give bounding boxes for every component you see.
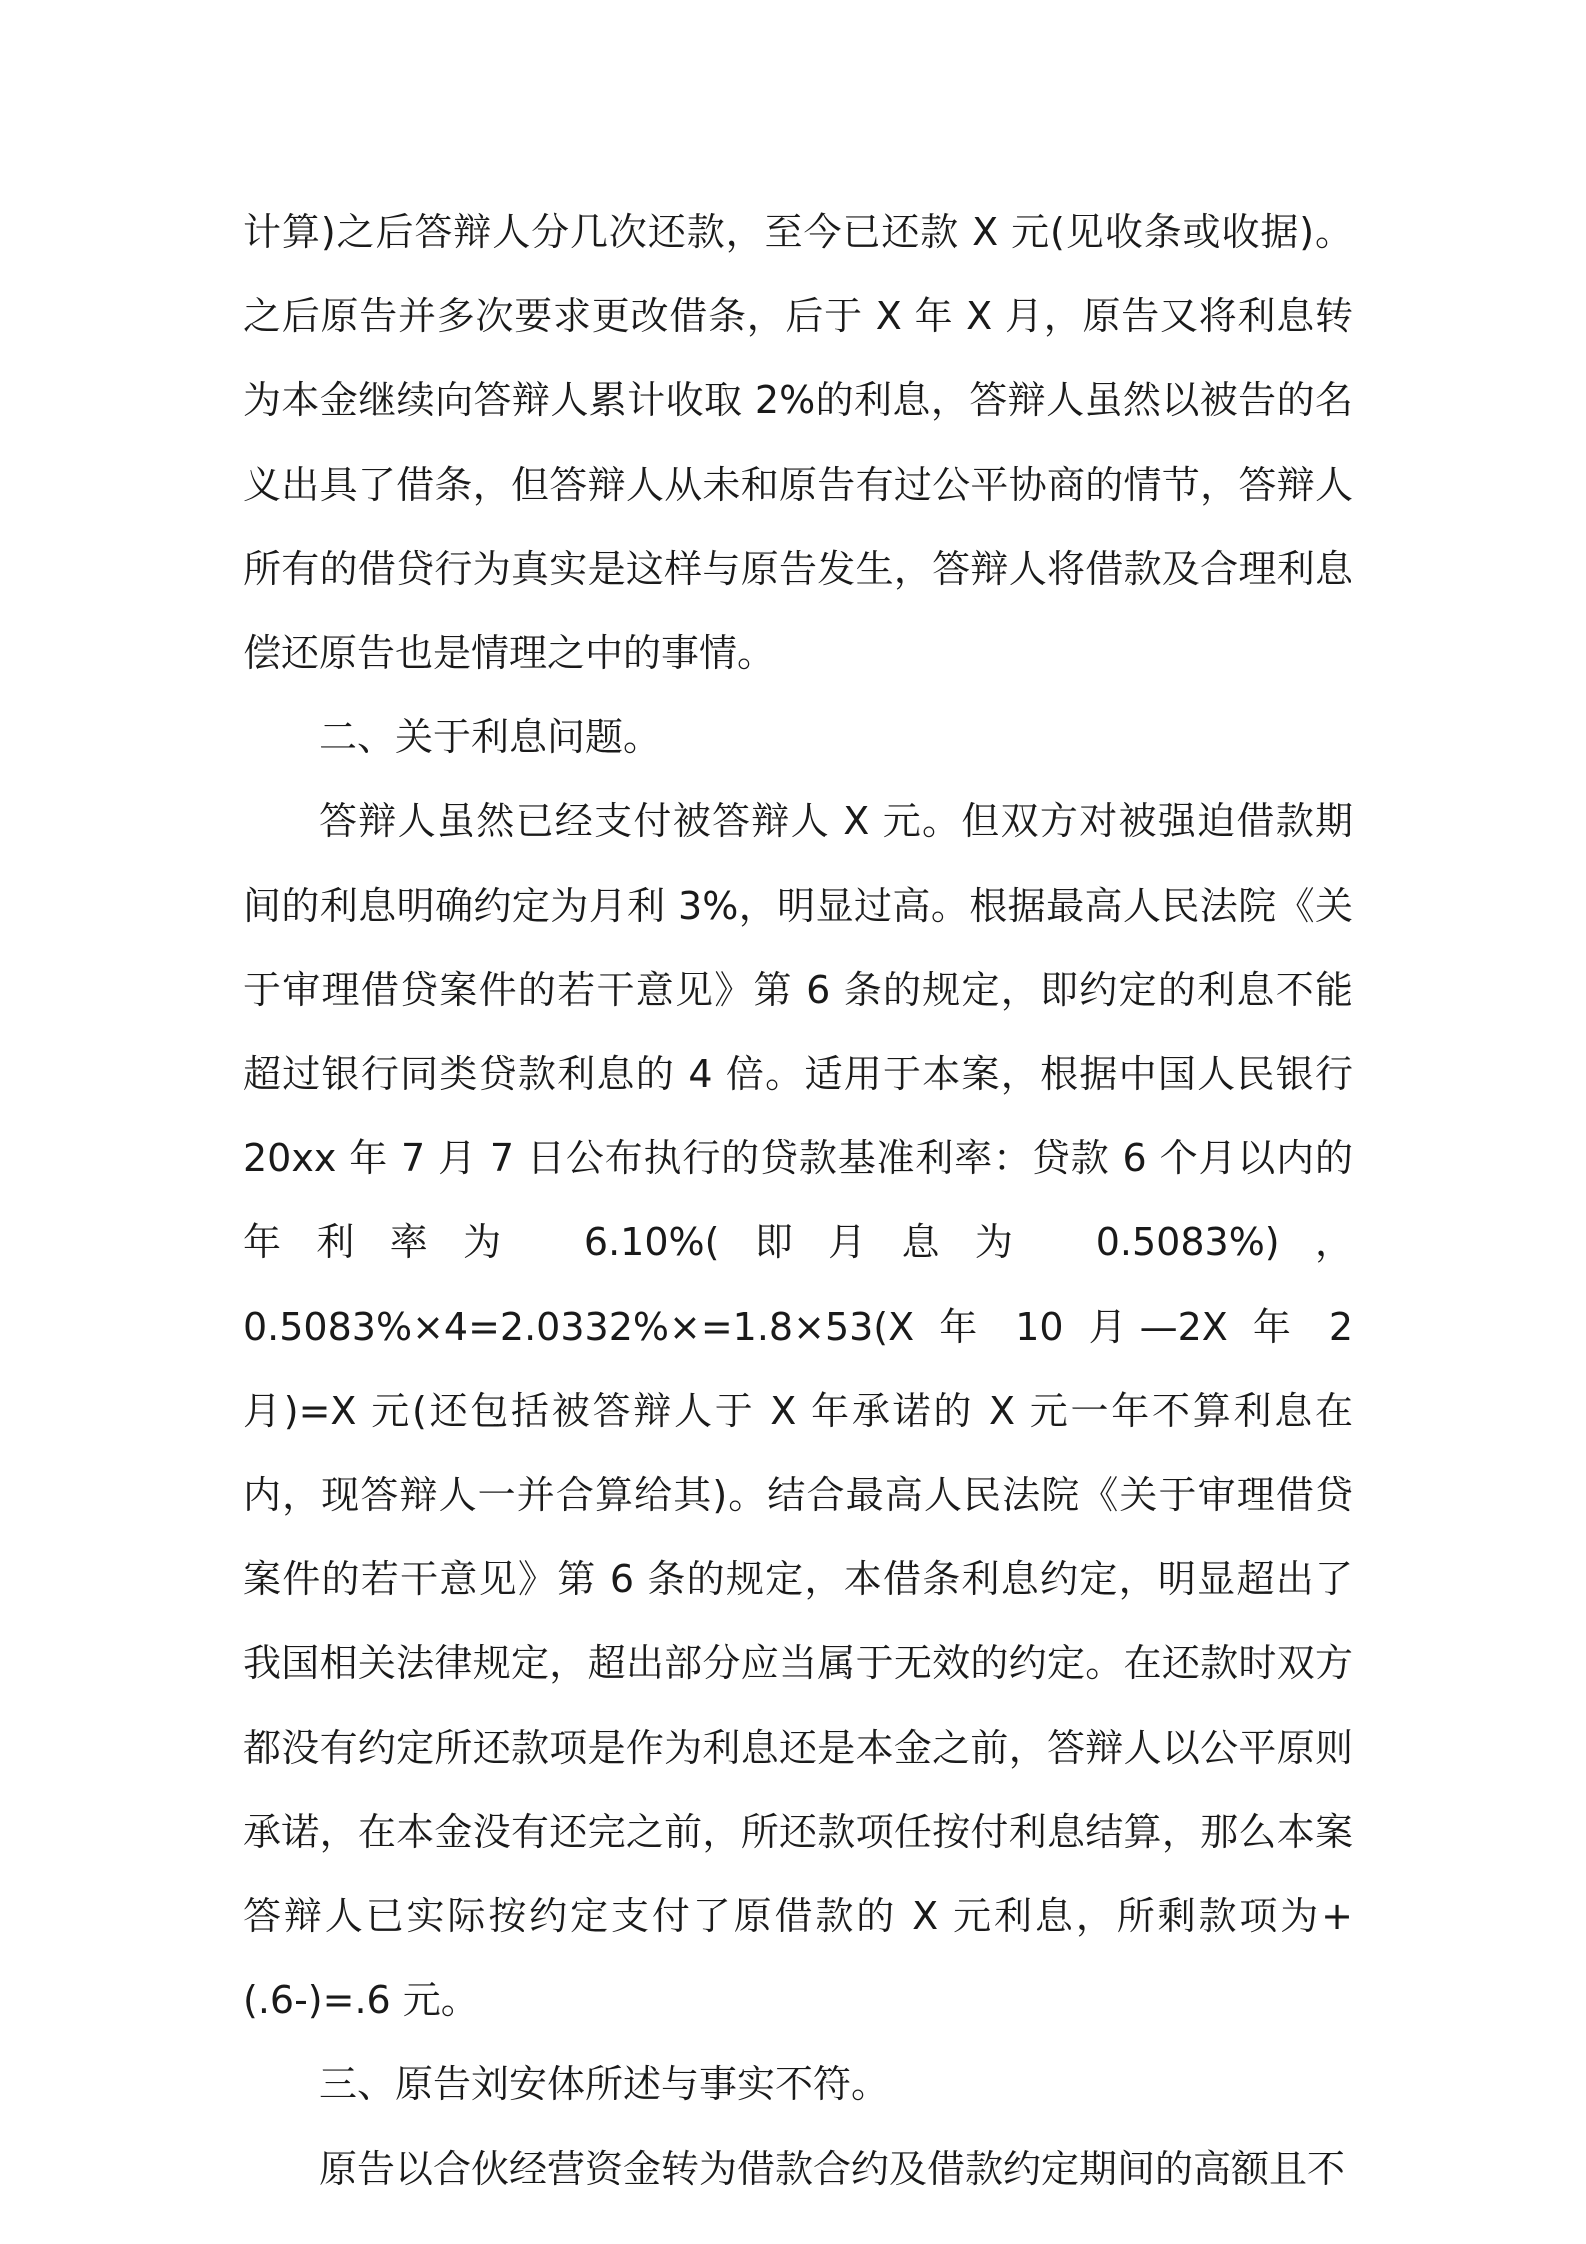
paragraph-facts: 原告以合伙经营资金转为借款合约及借款约定期间的高额且不 xyxy=(319,2146,1346,2191)
section-heading-interest: 二、关于利息问题。 xyxy=(319,715,662,760)
paragraph-continuation: 计算)之后答辩人分几次还款，至今已还款 X 元(见收条或收据)。之后原告并多次要求更改借条，后于 X 年 X 月，原告又将利息转为本金继续向答辩人累计收取 2%的利息，答辩人虽然以被告的名义出具了借条，但答辩人从未和原告有过公平协商的情节，答辩人所有的借贷行为真实是这样与原告发生，答辩人将借款及合理利息偿还原告也是情理之中的事情。 xyxy=(243,210,1353,676)
document-body xyxy=(243,190,1353,2211)
paragraph-interest: 答辩人虽然已经支付被答辩人 X 元。但双方对被强迫借款期间的利息明确约定为月利 3%，明显过高。根据最高人民法院《关于审理借贷案件的若干意见》第 6 条的规定，即约定的利息不能超过银行同类贷款利息的 4 倍。适用于本案，根据中国人民银行 20xx 年 7 月 7 日公布执行的贷款基准利率：贷款 6 个月以内的年利率为 6.10%(即月息为 0.5083%)，0.5083%×4=2.0332%×=1.8×53(X 年 10 月—2X 年 2 月)=X 元(还包括被答辩人于 X 年承诺的 X 元一年不算利息在内，现答辩人一并合算给其)。结合最高人民法院《关于审理借贷案件的若干意见》第 6 条的规定，本借条利息约定，明显超出了我国相关法律规定，超出部分应当属于无效的约定。在还款时双方都没有约定所还款项是作为利息还是本金之前，答辩人以公平原则承诺，在本金没有还完之前，所还款项任按付利息结算，那么本案答辩人已实际按约定支付了原借款的 X 元利息，所剩款项为+(.6-)=.6 元。 xyxy=(243,799,1353,2023)
section-heading-facts: 三、原告刘安体所述与事实不符。 xyxy=(319,2062,890,2107)
